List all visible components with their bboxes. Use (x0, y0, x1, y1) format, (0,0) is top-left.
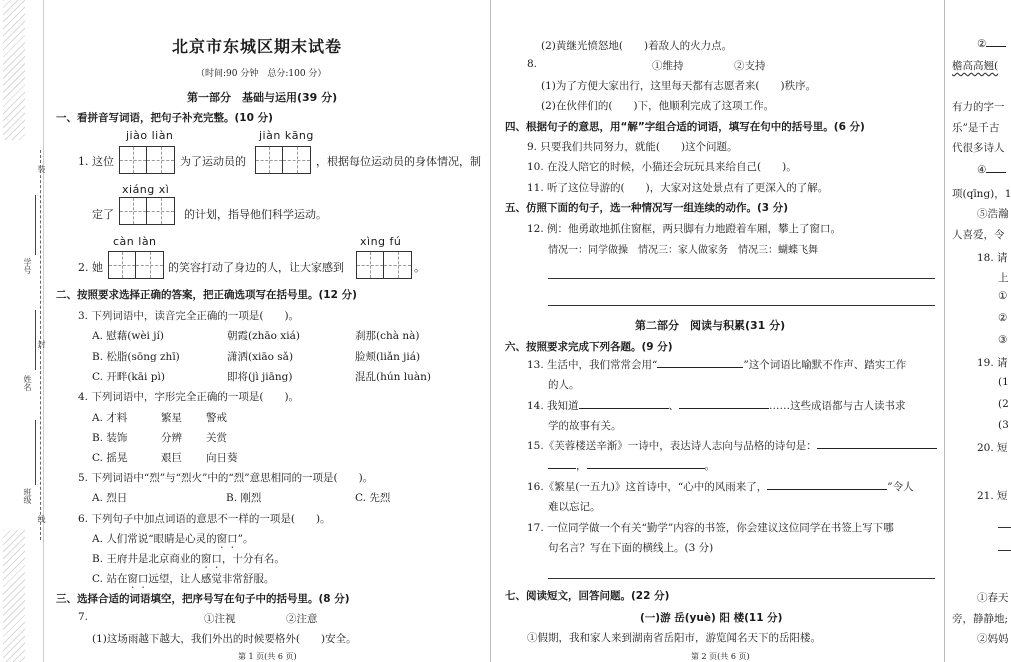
q3-a2: 朝霞(zhāo xiá) (227, 330, 300, 342)
q3-stem: 3. 下列词语中，读音完全正确的一项是( )。 (78, 310, 300, 322)
q14-c: ……这些成语都与古人读书求 (769, 400, 906, 412)
q4-a2: 繁星 (161, 412, 182, 424)
pinyin-canlan: càn làn (113, 235, 157, 248)
q13 (527, 357, 906, 372)
q15-a: 15.《芙蓉楼送辛渐》一诗中，表达诗人志向与品格的诗句是： (527, 440, 817, 452)
answer-box-xiangxi[interactable] (119, 197, 175, 225)
q3-a1: A. 慰藉(wèi jí) (92, 330, 164, 342)
q3-b3: 脸颊(liǎn jiá) (355, 351, 421, 363)
q1-s1e: 的计划，指导他们科学运动。 (184, 208, 327, 221)
q3-c2: 即将(jì jiāng) (227, 371, 293, 383)
q10: 10. 在没人陪它的时候，小猫还会玩玩具来给自己( )。 (527, 161, 797, 173)
pinyin-jiaolian: jiào liàn (126, 129, 174, 142)
footer-page1: 第 1 页(共 6 页) (238, 652, 297, 661)
q15-b: ， (576, 460, 587, 472)
q4-a1: A. 才料 (92, 412, 128, 424)
col3-answer-line-1[interactable] (998, 527, 1011, 528)
col3-l20: 21. 短 (977, 490, 1008, 502)
reading-title: (一)游 岳(yuè) 阳 楼(11 分) (640, 612, 783, 624)
col3-l6-text: ④ (977, 164, 987, 176)
q3-a3: 刹那(chà nà) (355, 330, 420, 342)
footer-page2: 第 2 页(共 6 页) (691, 652, 750, 661)
section-5-title: 五、仿照下面的句子，选一种情况写一组连续的动作。(3 分) (505, 202, 789, 214)
q8-s2: (2)在伙伴们的( )下，他顺利完成了这项工作。 (541, 100, 775, 112)
col3-answer-line-2[interactable] (998, 550, 1011, 551)
q4-a3: 警戒 (206, 412, 227, 424)
binding-hatch-top (3, 0, 25, 140)
q6-stem: 6. 下列句子中加点词语的意思不一样的一项是( )。 (78, 513, 331, 525)
q6-b3: ，十分有名。 (221, 553, 285, 565)
pinyin-xingfu: xìng fú (360, 235, 402, 248)
q5-stem: 5. 下列词语中“烈”与“烈火”中的“烈”意思相同的一项是( )。 (78, 472, 374, 484)
q1-s1c: ，根据每位运动员的身体情况，制 (316, 155, 481, 168)
answer-box-jiaolian[interactable] (119, 146, 175, 174)
col3-l4: 乐”是千古 (952, 122, 1000, 134)
q7-s1: (1)这场雨越下越大，我们外出的时候要格外( )安全。 (92, 633, 357, 645)
cut-line (40, 150, 41, 540)
section-7-title: 七、阅读短文，回答问题。(22 分) (505, 590, 670, 602)
section-2-title: 二、按照要求选择正确的答案，把正确选项写在括号里。(12 分) (56, 289, 357, 301)
q5-a: A. 烈日 (92, 492, 128, 504)
q14-b: 、 (668, 400, 680, 412)
q1-s2c: 。 (414, 261, 425, 274)
cut-mark-1: 装 (37, 165, 46, 173)
q16-a: 16.《繁星(一五九)》这首诗中，“心中的风雨来了， (527, 481, 768, 493)
q1-s2b: 的笑容打动了身边的人，让大家感到 (168, 261, 344, 274)
q1-s2a: 2. 她 (78, 261, 103, 274)
q13-a: 13. 生活中，我们常常会用“ (527, 359, 658, 371)
col3-l22: 旁，静静地; (952, 613, 1009, 625)
col3-l14: ③ (998, 334, 1008, 346)
q9: 9. 只要我们共同努力，就能( )这个问题。 (527, 141, 738, 153)
cut-mark-3: 线 (37, 515, 46, 523)
q6-b (92, 551, 285, 571)
q6-c-dotted: 窗口 (127, 573, 149, 585)
col3-l9: 人喜爱，令 (952, 229, 1005, 241)
col3-l8: ⑤浩瀚 (977, 208, 1009, 220)
col3-l16: (1 (998, 376, 1009, 388)
answer-box-canlan[interactable] (108, 251, 164, 279)
cut-mark-2: 封 (37, 340, 46, 348)
column-divider-2 (944, 0, 945, 662)
q3-c3: 混乱(hún luàn) (355, 371, 431, 383)
q1-s1d: 定了 (92, 208, 114, 221)
col3-l18: (3 (998, 419, 1009, 431)
q12-options: 情况一：同学做操 情况三：家人做家务 情况三：蝴蝶飞舞 (548, 245, 818, 256)
q7-num: 7. (78, 611, 89, 623)
col3-l1 (977, 38, 1006, 50)
q6-b-dotted: 窗口 (200, 553, 222, 565)
name-label: 姓名 (23, 375, 32, 391)
col3-l3: 有力的字一 (952, 101, 1005, 113)
q7-opt2: ②注意 (286, 613, 318, 625)
q4-b3: 关赏 (206, 432, 227, 444)
q13-c: 的人。 (548, 379, 580, 391)
col3-l11: 上 (998, 272, 1009, 284)
q14-d: 学的故事有关。 (548, 420, 622, 432)
section-1-title: 一、看拼音写词语，把句子补充完整。(10 分) (56, 112, 273, 124)
col3-l6 (977, 164, 1006, 176)
q11: 11. 听了这位导游的( )，大家对这处景点有了更深入的了解。 (527, 182, 829, 194)
col3-l1-text: ② (977, 38, 987, 50)
col3-l21: ①春天 (977, 592, 1009, 604)
q15-c: 。 (704, 460, 715, 472)
q16-b: ”令人 (887, 481, 914, 493)
q3-b1: B. 松脂(sōng zhī) (92, 351, 180, 363)
col3-l23: ②妈妈 (977, 633, 1009, 645)
school-line (35, 195, 36, 255)
q4-c2: 艰巨 (161, 452, 182, 464)
q17-answer-line[interactable] (548, 578, 935, 579)
reading-p1: ①假期，我和家人来到湖南省岳阳市，游览闻名天下的岳阳楼。 (527, 632, 821, 644)
q4-b1: B. 装饰 (92, 432, 128, 444)
q12-example: 12. 例：他勇敢地抓住窗框，两只脚有力地蹬着车厢，攀上了窗口。 (527, 223, 842, 235)
class-line (35, 420, 36, 485)
q5-b: B. 刚烈 (226, 492, 262, 504)
q13-b: ”这个词语比喻默不作声、踏实工作 (743, 359, 907, 371)
part2-title: 第二部分 阅读与积累(31 分) (635, 319, 786, 332)
col3-l2: 檐高高翘( (952, 60, 999, 72)
q8-opt2: ②支持 (734, 60, 766, 72)
q12-answer-line-2[interactable] (548, 305, 935, 306)
q5-c: C. 先烈 (355, 492, 391, 504)
q14 (527, 398, 906, 413)
q16-c: 难以忘记。 (548, 501, 601, 513)
pinyin-jiankang: jiàn kāng (259, 129, 314, 142)
answer-box-xingfu[interactable] (356, 251, 412, 279)
column-divider-1 (490, 0, 491, 662)
q7-s2: (2)黄继光愤怒地( )着敌人的火力点。 (541, 40, 733, 52)
q6-c3: 远望，让人感觉非常舒服。 (148, 573, 275, 585)
q8-num: 8. (527, 58, 538, 70)
q8-s1: (1)为了方便大家出行，这里每天都有志愿者来( )秩序。 (541, 80, 817, 92)
q4-stem: 4. 下列词语中，字形完全正确的一项是( )。 (78, 391, 300, 403)
section-3-title: 三、选择合适的词语填空，把序号写在句子中的括号里。(8 分) (56, 593, 350, 605)
q6-c1: C. 站在 (92, 573, 128, 585)
q8-opt1: ①维持 (652, 60, 684, 72)
q6-b1: B. 王府井是北京商业的 (92, 553, 201, 565)
q1-s1b: 为了运动员的 (180, 155, 246, 168)
exam-title: 北京市东城区期末试卷 (172, 37, 343, 56)
q6-a-dotted: 窗口 (216, 533, 238, 545)
col3-l15: 19. 请 (977, 357, 1008, 369)
q7-opt1: ①注视 (204, 613, 236, 625)
q1-s1a: 1. 这位 (78, 155, 114, 168)
q6-a3: ”。 (237, 533, 254, 545)
binding-strip (0, 0, 44, 662)
q6-a1: A. 人们常说“眼睛是心灵的 (92, 533, 217, 545)
part1-title: 第一部分 基础与运用(39 分) (187, 91, 338, 104)
q14-a: 14. 我知道 (527, 400, 579, 412)
col3-l13: ② (998, 312, 1008, 324)
q12-answer-line-1[interactable] (548, 278, 935, 279)
q4-c3: 向日葵 (206, 452, 238, 464)
col3-l19: 20. 短 (977, 442, 1008, 454)
col3-l12: ① (998, 290, 1008, 302)
answer-box-jiankang[interactable] (255, 146, 311, 174)
q15 (527, 438, 937, 453)
q17-b: 句名言？写在下面的横线上。(3 分) (548, 542, 714, 554)
binding-hatch-bottom (3, 530, 25, 662)
col3-l7: 项(qīng)，1 (952, 188, 1011, 200)
section-4-title: 四、根据句子的意思，用“解”字组合适的词语，填写在句中的括号里。(6 分) (505, 121, 865, 133)
pinyin-xiangxi: xiáng xì (122, 183, 170, 196)
col3-l17: (2 (998, 398, 1009, 410)
q4-c1: C. 摇晃 (92, 452, 128, 464)
q17-a: 17. 一位同学做一个有关“勤学”内容的书签，你会建议这位同学在书签上写下哪 (527, 522, 894, 534)
q3-b2: 潇洒(xiāo sǎ) (227, 351, 294, 363)
q15-line2 (548, 458, 715, 473)
q3-c1: C. 开畔(kāi pì) (92, 371, 165, 383)
section-6-title: 六、按照要求完成下列各题。(9 分) (505, 341, 673, 353)
col3-l10: 18. 请 (977, 252, 1008, 264)
q6-a (92, 531, 254, 551)
col3-l5: 代很多诗人 (952, 142, 1005, 154)
q16 (527, 479, 914, 494)
q4-b2: 分辨 (161, 432, 182, 444)
q6-c (92, 571, 274, 591)
class-label: 班级 (23, 488, 32, 504)
number-label: 学号 (23, 258, 32, 274)
exam-meta: （时间:90 分钟 总分:100 分） (196, 69, 327, 79)
